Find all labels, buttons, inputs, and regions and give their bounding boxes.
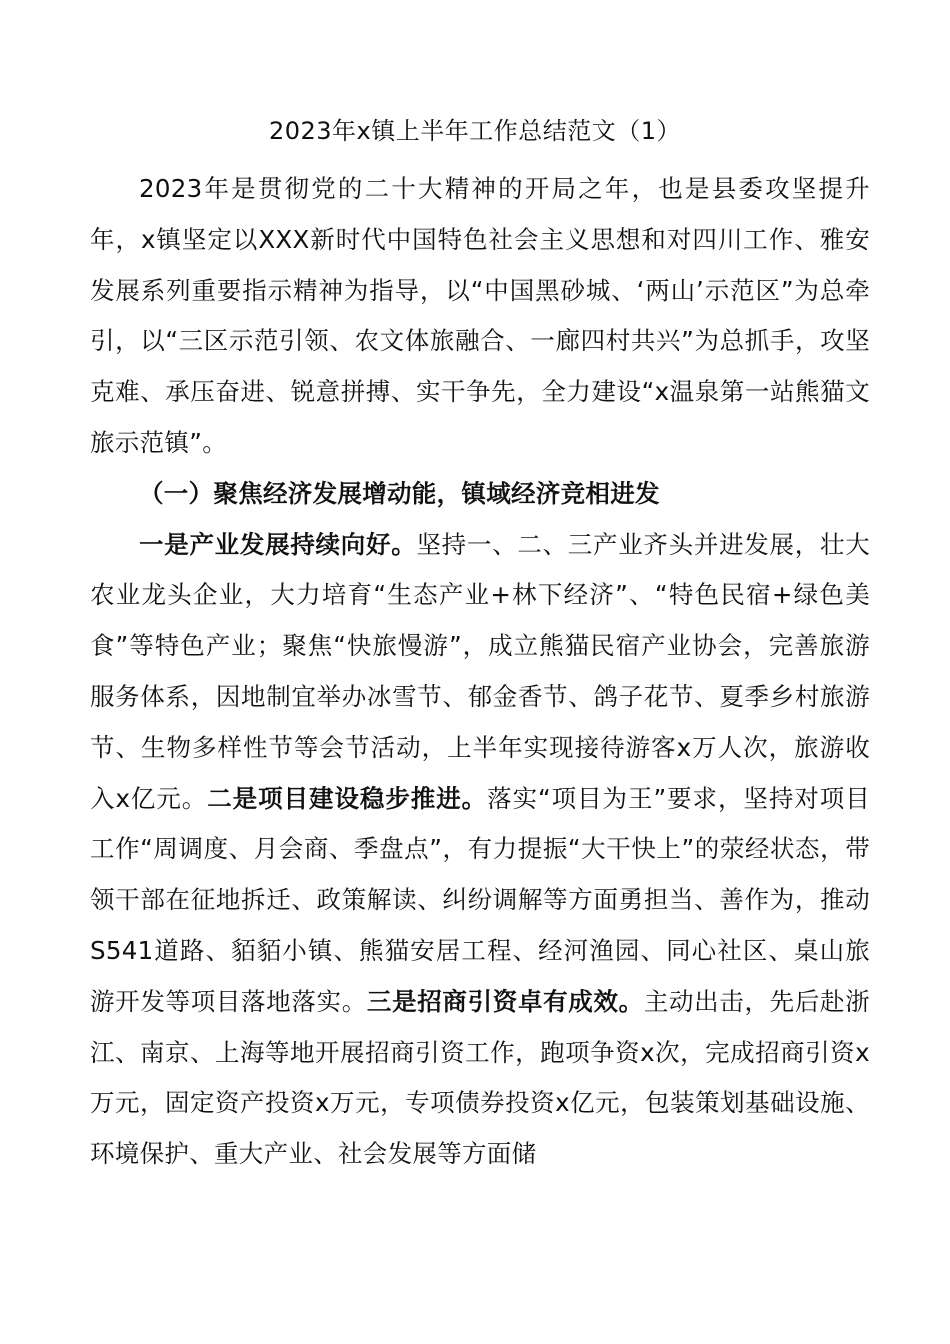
point-2-lead: 二是项目建设稳步推进。 (207, 783, 488, 813)
point-2-text: 落实“项目为王”要求，坚持对项目工作“周调度、月会商、季盘点”，有力提振“大干快上”的荥经状态，带领干部在征地拆迁、政策解读、纠纷调解等方面勇担当、善作为，推动S541道路、貊貊小镇、熊猫安居工程、经河渔园、同心社区、桌山旅游开发等项目落地落实。 (90, 783, 871, 1016)
document-title: 2023年x镇上半年工作总结范文（1） (268, 117, 682, 145)
document-body (90, 164, 870, 1180)
point-3-lead: 三是招商引资卓有成效。 (366, 986, 644, 1016)
content-paragraph (90, 520, 870, 1180)
point-1-lead: 一是产业发展持续向好。 (139, 529, 417, 559)
section-heading: （一）聚焦经济发展增动能，镇域经济竞相进发 (139, 478, 660, 508)
point-3-text: 主动出击，先后赴浙江、南京、上海等地开展招商引资工作，跑项争资x次，完成招商引资x万元，固定资产投资x万元，专项债券投资x亿元，包装策划基础设施、环境保护、重大产业、社会发展等方面储 (90, 986, 870, 1169)
intro-paragraph: 2023年是贯彻党的二十大精神的开局之年，也是县委攻坚提升年，x镇坚定以XXX新时代中国特色社会主义思想和对四川工作、雅安发展系列重要指示精神为指导，以“中国黑砂城、‘两山’示范区”为总牵引，以“三区示范引领、农文体旅融合、一廊四村共兴”为总抓手，攻坚克难、承压奋进、锐意拼搏、实干争先，全力建设“x温泉第一站熊猫文旅示范镇”。 (90, 174, 870, 457)
point-1-text: 坚持一、二、三产业齐头并进发展，壮大农业龙头企业，大力培育“生态产业+林下经济”、“特色民宿+绿色美食”等特色产业；聚焦“快旅慢游”，成立熊猫民宿产业协会，完善旅游服务体系，因地制宜举办冰雪节、郁金香节、鸽子花节、夏季乡村旅游节、生物多样性节等会节活动，上半年实现接待游客x万人次，旅游收入x亿元。 (90, 529, 870, 813)
